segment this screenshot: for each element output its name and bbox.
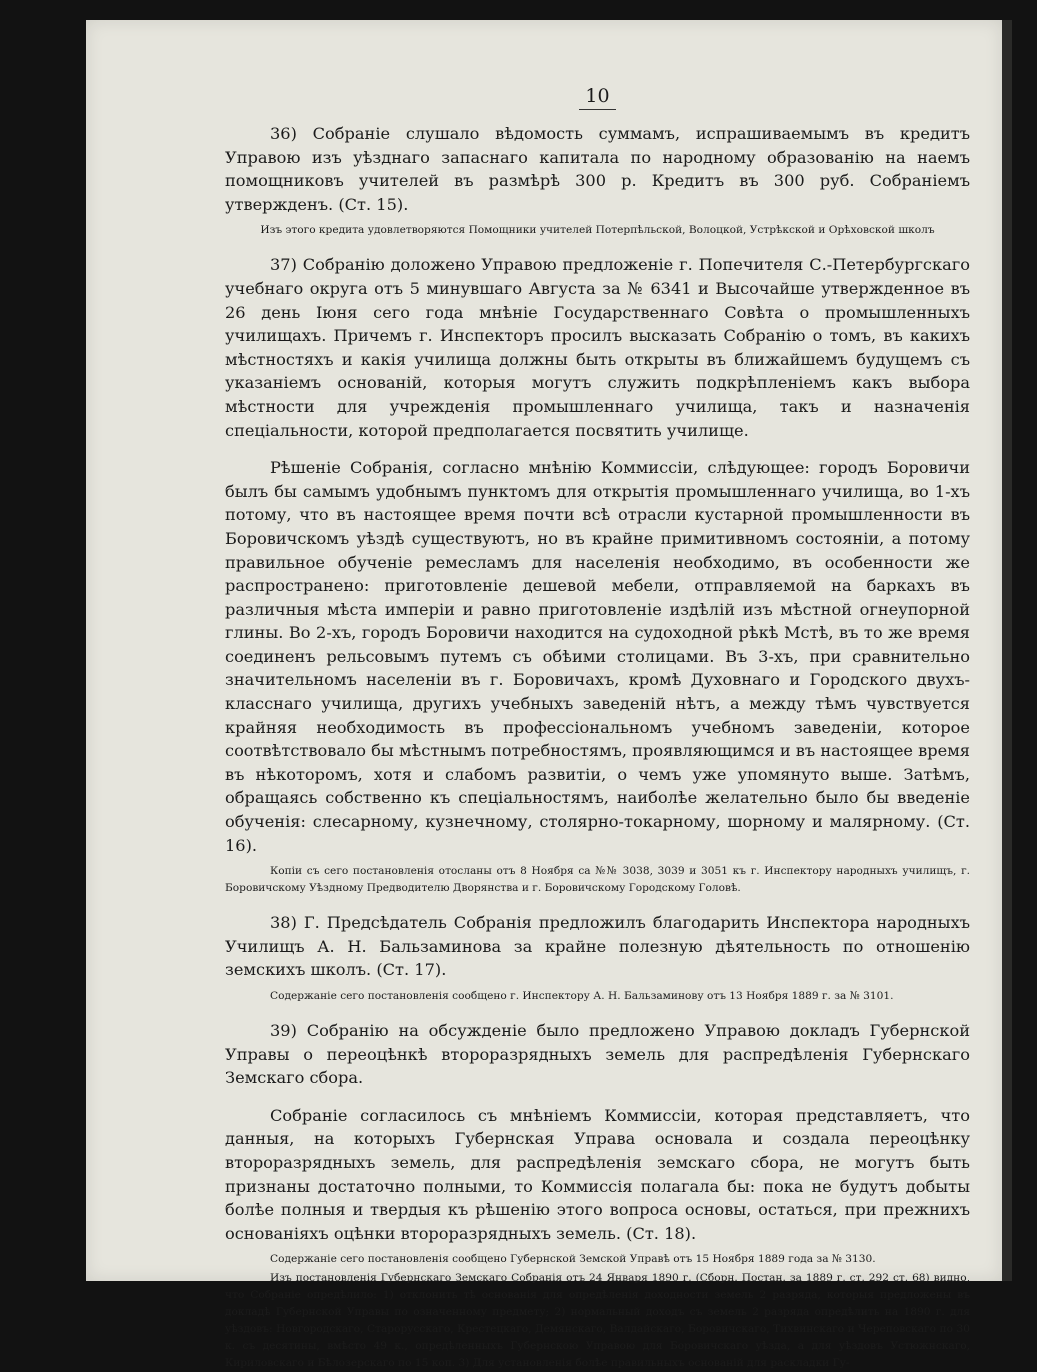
page-number-text: 10 — [579, 85, 615, 110]
paragraph-39-decision: Собраніе согласилось съ мнѣніемъ Коммиссіи, которая представляетъ, что данныя, на которыхъ Губернская Управа основала и создала переоцѣнку второразрядныхъ земель, для распредѣленія земскаго сбора, не могутъ быть признаны достаточно полными, то Коммиссія полагала бы: пока не будутъ добыты болѣе полныя и твердыя къ рѣшенію этого вопроса основы, остаться, при прежнихъ основаніяхъ оцѣнки второразрядныхъ земель. (Ст. 18). — [225, 1105, 970, 1243]
spacer — [225, 1090, 970, 1104]
paragraph-39: 39) Собранію на обсужденіе было предложено Управою докладъ Губернской Управы о переоцѣнкѣ второразрядныхъ земель для распредѣленія Губернскаго Земскаго сбора. — [225, 1021, 970, 1088]
page-content — [225, 85, 970, 1372]
footnote-38: Содержаніе сего постановленія сообщено г. Инспектору А. Н. Бальзаминову отъ 13 Ноября 1889 г. за № 3101. — [270, 990, 894, 1002]
paragraph-36: 36) Собраніе слушало вѣдомость суммамъ, испрашиваемымъ въ кредитъ Управою изъ уѣзднаго запаснаго капитала по народному образованію на наемъ помощниковъ учителей въ размѣрѣ 300 р. Кредитъ въ 300 руб. Собраніемъ утвержденъ. (Ст. 15). — [225, 124, 970, 214]
paragraph-37: 37) Собранію доложено Управою предложеніе г. Попечителя С.-Петербургскаго учебнаго округа отъ 5 минувшаго Августа за № 6341 и Высочайше утвержденное въ 26 день Іюня сего года мнѣніе Государственнаго Совѣта о промышленныхъ училищахъ. Причемъ г. Инспекторъ просилъ высказать Собранію о томъ, въ какихъ мѣстностяхъ и какія училища должны быть открыты въ ближайшемъ будущемъ съ указаніемъ основаній, которыя могутъ служить подкрѣпленіемъ какъ выбора мѣстности для учрежденія промышленнаго училища, такъ и назначенія спеціальности, которой предполагается посвятить училище. — [225, 255, 970, 440]
footnote-39-extract: Изъ постановленія Губернскаго Земскаго Собранія отъ 24 Января 1890 г. (Сборн. Постан. за 1889 г. ст. 292 ст. 68) видно, что Собраніе опредѣлило: 1) отклонить тѣ основанія для опредѣленія доходности земель 2 разряда, которыя предложены въ докладѣ Губернской Управы по означенному предмету; 2) нормальный доходъ съ земель 2 разряда опредѣлить на 1890 г. для уѣздовъ: Новгородскаго, Старорусскаго, Крестецкаго, Демянскаго, Валдайскаго, Боровичскаго, Тихвинскаго и Череповскаго по 30 к. съ десятины, вмѣсто 49 к., опредѣленныхъ Губернскою Управою для Боровичскаго уѣзда, а для уѣздовъ Устюжнскаго, Кириловскаго и Бѣлозерскаго по 15 коп. 3) Для установленія болѣе правильныхъ основаній для раскладки Гу- — [225, 1272, 970, 1370]
spacer — [225, 239, 970, 253]
paragraph-38: 38) Г. Предсѣдатель Собранія предложилъ благодарить Инспектора народныхъ Училищъ А. Н. Бальзаминова за крайне полезную дѣятельность по отношенію земскихъ школъ. (Ст. 17). — [225, 913, 970, 980]
footnote-36: Изъ этого кредита удовлетворяются Помощники учителей Потерпѣльской, Волоцкой, Устрѣкской и Орѣховской школъ — [260, 224, 935, 237]
footnote-37: Копіи съ сего постановленія отосланы отъ 8 Ноября са №№ 3038, 3039 и 3051 къ г. Инспектору народныхъ училищъ, г. Боровичскому Уѣздному Предводителю Дворянства и г. Боровичскому Городскому Головѣ. — [225, 865, 970, 895]
page-number — [225, 85, 970, 110]
spacer — [225, 442, 970, 456]
spacer — [225, 897, 970, 911]
paragraph-37-decision: Рѣшеніе Собранія, согласно мнѣнію Коммиссіи, слѣдующее: городъ Боровичи былъ бы самымъ удобнымъ пунктомъ для открытія промышленнаго училища, во 1-хъ потому, что въ настоящее время почти всѣ отрасли кустарной промышленности въ Боровичскомъ уѣздѣ существуютъ, но въ крайне примитивномъ состояніи, а потому правильное обученіе ремесламъ для населенія необходимо, въ особенности же распространено: приготовленіе дешевой мебели, отправляемой на баркахъ въ различныя мѣста имперіи и равно приготовленіе издѣлій изъ мѣстной огнеупорной глины. Во 2-хъ, городъ Боровичи находится на судоходной рѣкѣ Мстѣ, въ то же время соединенъ рельсовымъ путемъ съ обѣими столицами. Въ 3-хъ, при сравнительно значительномъ населеніи въ г. Боровичахъ, кромѣ Духовнаго и Городского двухъ-класснаго училища, другихъ учебныхъ заведеній нѣтъ, а между тѣмъ чувствуется крайняя необходимость въ профессіональномъ учебномъ заведеніи, которое соотвѣтствовало бы мѣстнымъ потребностямъ, проявляющимся и въ настоящее время въ нѣкоторомъ, хотя и слабомъ развитіи, о чемъ уже упомянуто выше. Затѣмъ, обращаясь собственно къ спеціальностямъ, наиболѣе желательно было бы введеніе обученія: слесарному, кузнечному, столярно-токарному, шорному и малярному. (Ст. 16). — [225, 458, 970, 855]
spacer — [225, 1005, 970, 1019]
page-edge — [1002, 20, 1012, 1281]
footnote-39: Содержаніе сего постановленія сообщено Губернской Земской Управѣ отъ 15 Ноября 1889 года за № 3130. — [270, 1253, 876, 1266]
